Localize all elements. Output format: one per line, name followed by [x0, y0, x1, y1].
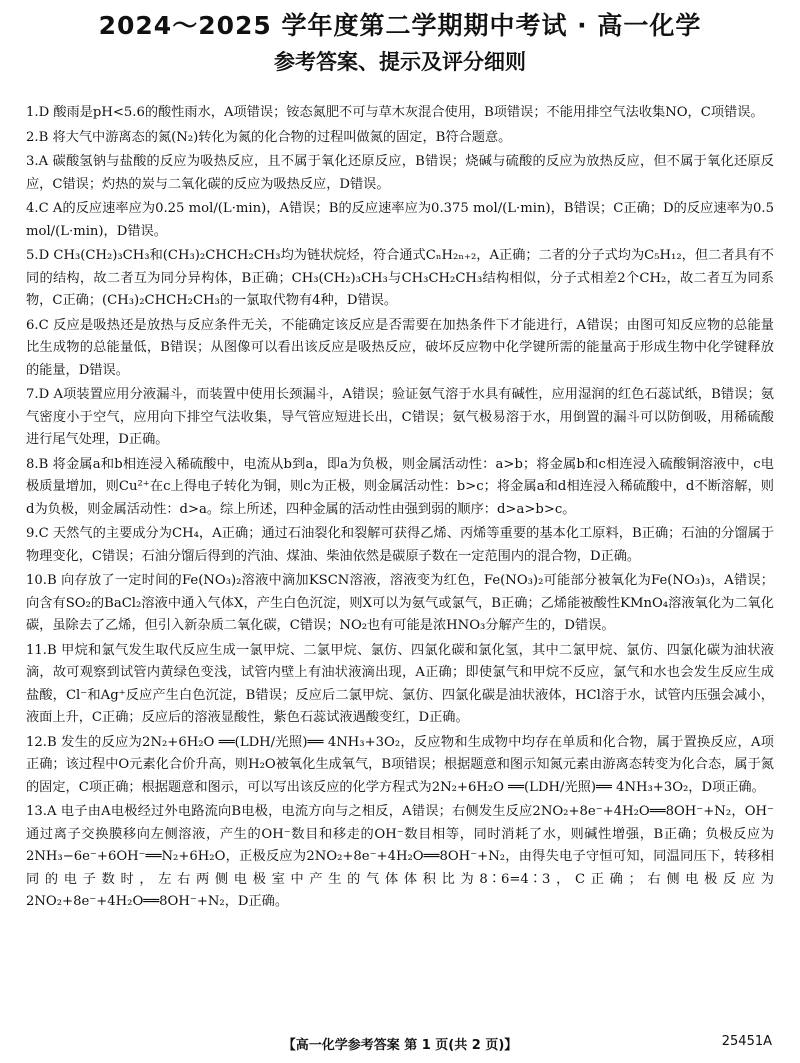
answer-item-6: 6.C 反应是吸热还是放热与反应条件无关，不能确定该反应是否需要在加热条件下才能进行，A错误；由图可知反应物的总能量比生成物的总能量低，B错误；从图像可以看出该反应是吸热反应，破坏反应物中化学键所需的能量高于形成生物中化学键释放的能量，D错误。 — [26, 317, 774, 378]
answer-item-12: 12.B 发生的反应为2N₂+6H₂O ══(LDH/光照)══ 4NH₃+3O₂，反应物和生成物中均存在单质和化合物，属于置换反应，A项正确；该过程中O元素化合价升高，则H₂O被氧化生成氧气，B项错误；根据题意和图示知氮元素由游离态转变为化合态，属于氮的固定，C项正确；根据题意和图示，可以写出该反应的化学方程式为2N₂+6H₂O ══(LDH/光照)══ 4NH₃+3O₂，D项正确。 — [26, 734, 774, 795]
answer-item-3: 3.A 碳酸氢钠与盐酸的反应为吸热反应，且不属于氧化还原反应，B错误；烧碱与硫酸的反应为放热反应，但不属于氧化还原反应，C错误；灼热的炭与二氧化碳的反应为吸热反应，D错误。 — [26, 154, 774, 192]
footer-doc-code: 25451A — [721, 1034, 772, 1049]
page-title: 2024～2025 学年度第二学期期中考试 · 高一化学 — [98, 11, 702, 40]
answer-item-13: 13.A 电子由A电极经过外电路流向B电极，电流方向与之相反，A错误；右侧发生反应2NO₂+8e⁻+4H₂O══8OH⁻+N₂，OH⁻通过离子交换膜移向左侧溶液，产生的OH⁻数目和移走的OH⁻数目相等，同时消耗了水，则碱性增强，B正确；负极反应为2NH₃−6e⁻+6OH⁻══N₂+6H₂O，正极反应为2NO₂+8e⁻+4H₂O══8OH⁻+N₂，由得失电子守恒可知，同温同压下，转移相同的电子数时，左右两侧电极室中产生的气体体积比为8∶6=4∶3，C正确；右侧电极反应为2NO₂+8e⁻+4H₂O══8OH⁻+N₂，D正确。 — [26, 804, 774, 909]
answer-item-5: 5.D CH₃(CH₂)₃CH₃和(CH₃)₂CHCH₂CH₃均为链状烷烃，符合通式CₙH₂ₙ₊₂，A正确；二者的分子式均为C₅H₁₂，但二者具有不同的结构，故二者互为同分异构体，B正确；CH₃(CH₂)₃CH₃与CH₃CH₂CH₃结构相似，分子式相差2个CH₂，故二者互为同系物，C正确；(CH₃)₂CHCH₂CH₃的一氯取代物有4种，D错误。 — [26, 248, 774, 308]
page-subtitle: 参考答案、提示及评分细则 — [274, 50, 526, 74]
answer-item-10: 10.B 向存放了一定时间的Fe(NO₃)₂溶液中滴加KSCN溶液，溶液变为红色，Fe(NO₃)₂可能部分被氧化为Fe(NO₃)₃，A错误；向含有SO₂的BaCl₂溶液中通入气体X，产生白色沉淀，则X可以为氨气或氯气，B正确；乙烯能被酸性KMnO₄溶液氧化为二氧化碳，虽除去了乙烯，但引入新杂质二氧化碳，C错误；NO₂也有可能是浓HNO₃分解产生的，D错误。 — [26, 573, 774, 633]
footer-page-info: 【高一化学参考答案 第 1 页(共 2 页)】 — [282, 1038, 518, 1053]
answer-item-4: 4.C A的反应速率应为0.25 mol/(L·min)，A错误；B的反应速率应为0.375 mol/(L·min)，B错误；C正确；D的反应速率为0.5 mol/(L·min)，D错误。 — [26, 201, 774, 239]
answer-item-11: 11.B 甲烷和氯气发生取代反应生成一氯甲烷、二氯甲烷、氯仿、四氯化碳和氯化氢，其中二氯甲烷、氯仿、四氯化碳为油状液滴，故可观察到试管内黄绿色变浅，试管内壁上有油状液滴出现，A正确；即使氯气和甲烷不反应，氯气和水也会发生反应生成盐酸，Cl⁻和Ag⁺反应产生白色沉淀，B错误；反应后二氯甲烷、氯仿、四氯化碳是油状液体，HCl溶于水，试管内压强会减小，液面上升，C正确；反应后的溶液显酸性，紫色石蕊试液遇酸变红，D正确。 — [26, 642, 774, 725]
answer-list — [26, 102, 774, 916]
answer-item-1: 1.D 酸雨是pH<5.6的酸性雨水，A项错误；铵态氮肥不可与草木灰混合使用，B项错误；不能用排空气法收集NO，C项错误。 — [26, 105, 764, 120]
answer-item-2: 2.B 将大气中游离态的氮(N₂)转化为氮的化合物的过程叫做氮的固定，B符合题意。 — [26, 129, 512, 145]
answer-item-8: 8.B 将金属a和b相连浸入稀硫酸中，电流从b到a，即a为负极，则金属活动性：a>b；将金属b和c相连浸入硫酸铜溶液中，c电极质量增加，则Cu²⁺在c上得电子转化为铜，则c为正极，则金属活动性：b>c；将金属a和d相连浸入稀硫酸中，d不断溶解，则d为负极，则金属活动性：d>a。综上所述，四种金属的活动性由强到弱的顺序：d>a>b>c。 — [26, 456, 774, 517]
answer-item-9: 9.C 天然气的主要成分为CH₄，A正确；通过石油裂化和裂解可获得乙烯、丙烯等重要的基本化工原料，B正确；石油的分馏属于物理变化，C错误；石油分馏后得到的汽油、煤油、柴油依然是碳原子数在一定范围内的混合物，D正确。 — [26, 526, 774, 564]
answer-item-7: 7.D A项装置应用分液漏斗，而装置中使用长颈漏斗，A错误；验证氨气溶于水具有碱性，应用湿润的红色石蕊试纸，B错误；氨气密度小于空气，应用向下排空气法收集，导气管应短进长出，C错误；氨气极易溶于水，用倒置的漏斗可以防倒吸，用稀硫酸进行尾气处理，D正确。 — [26, 387, 774, 447]
